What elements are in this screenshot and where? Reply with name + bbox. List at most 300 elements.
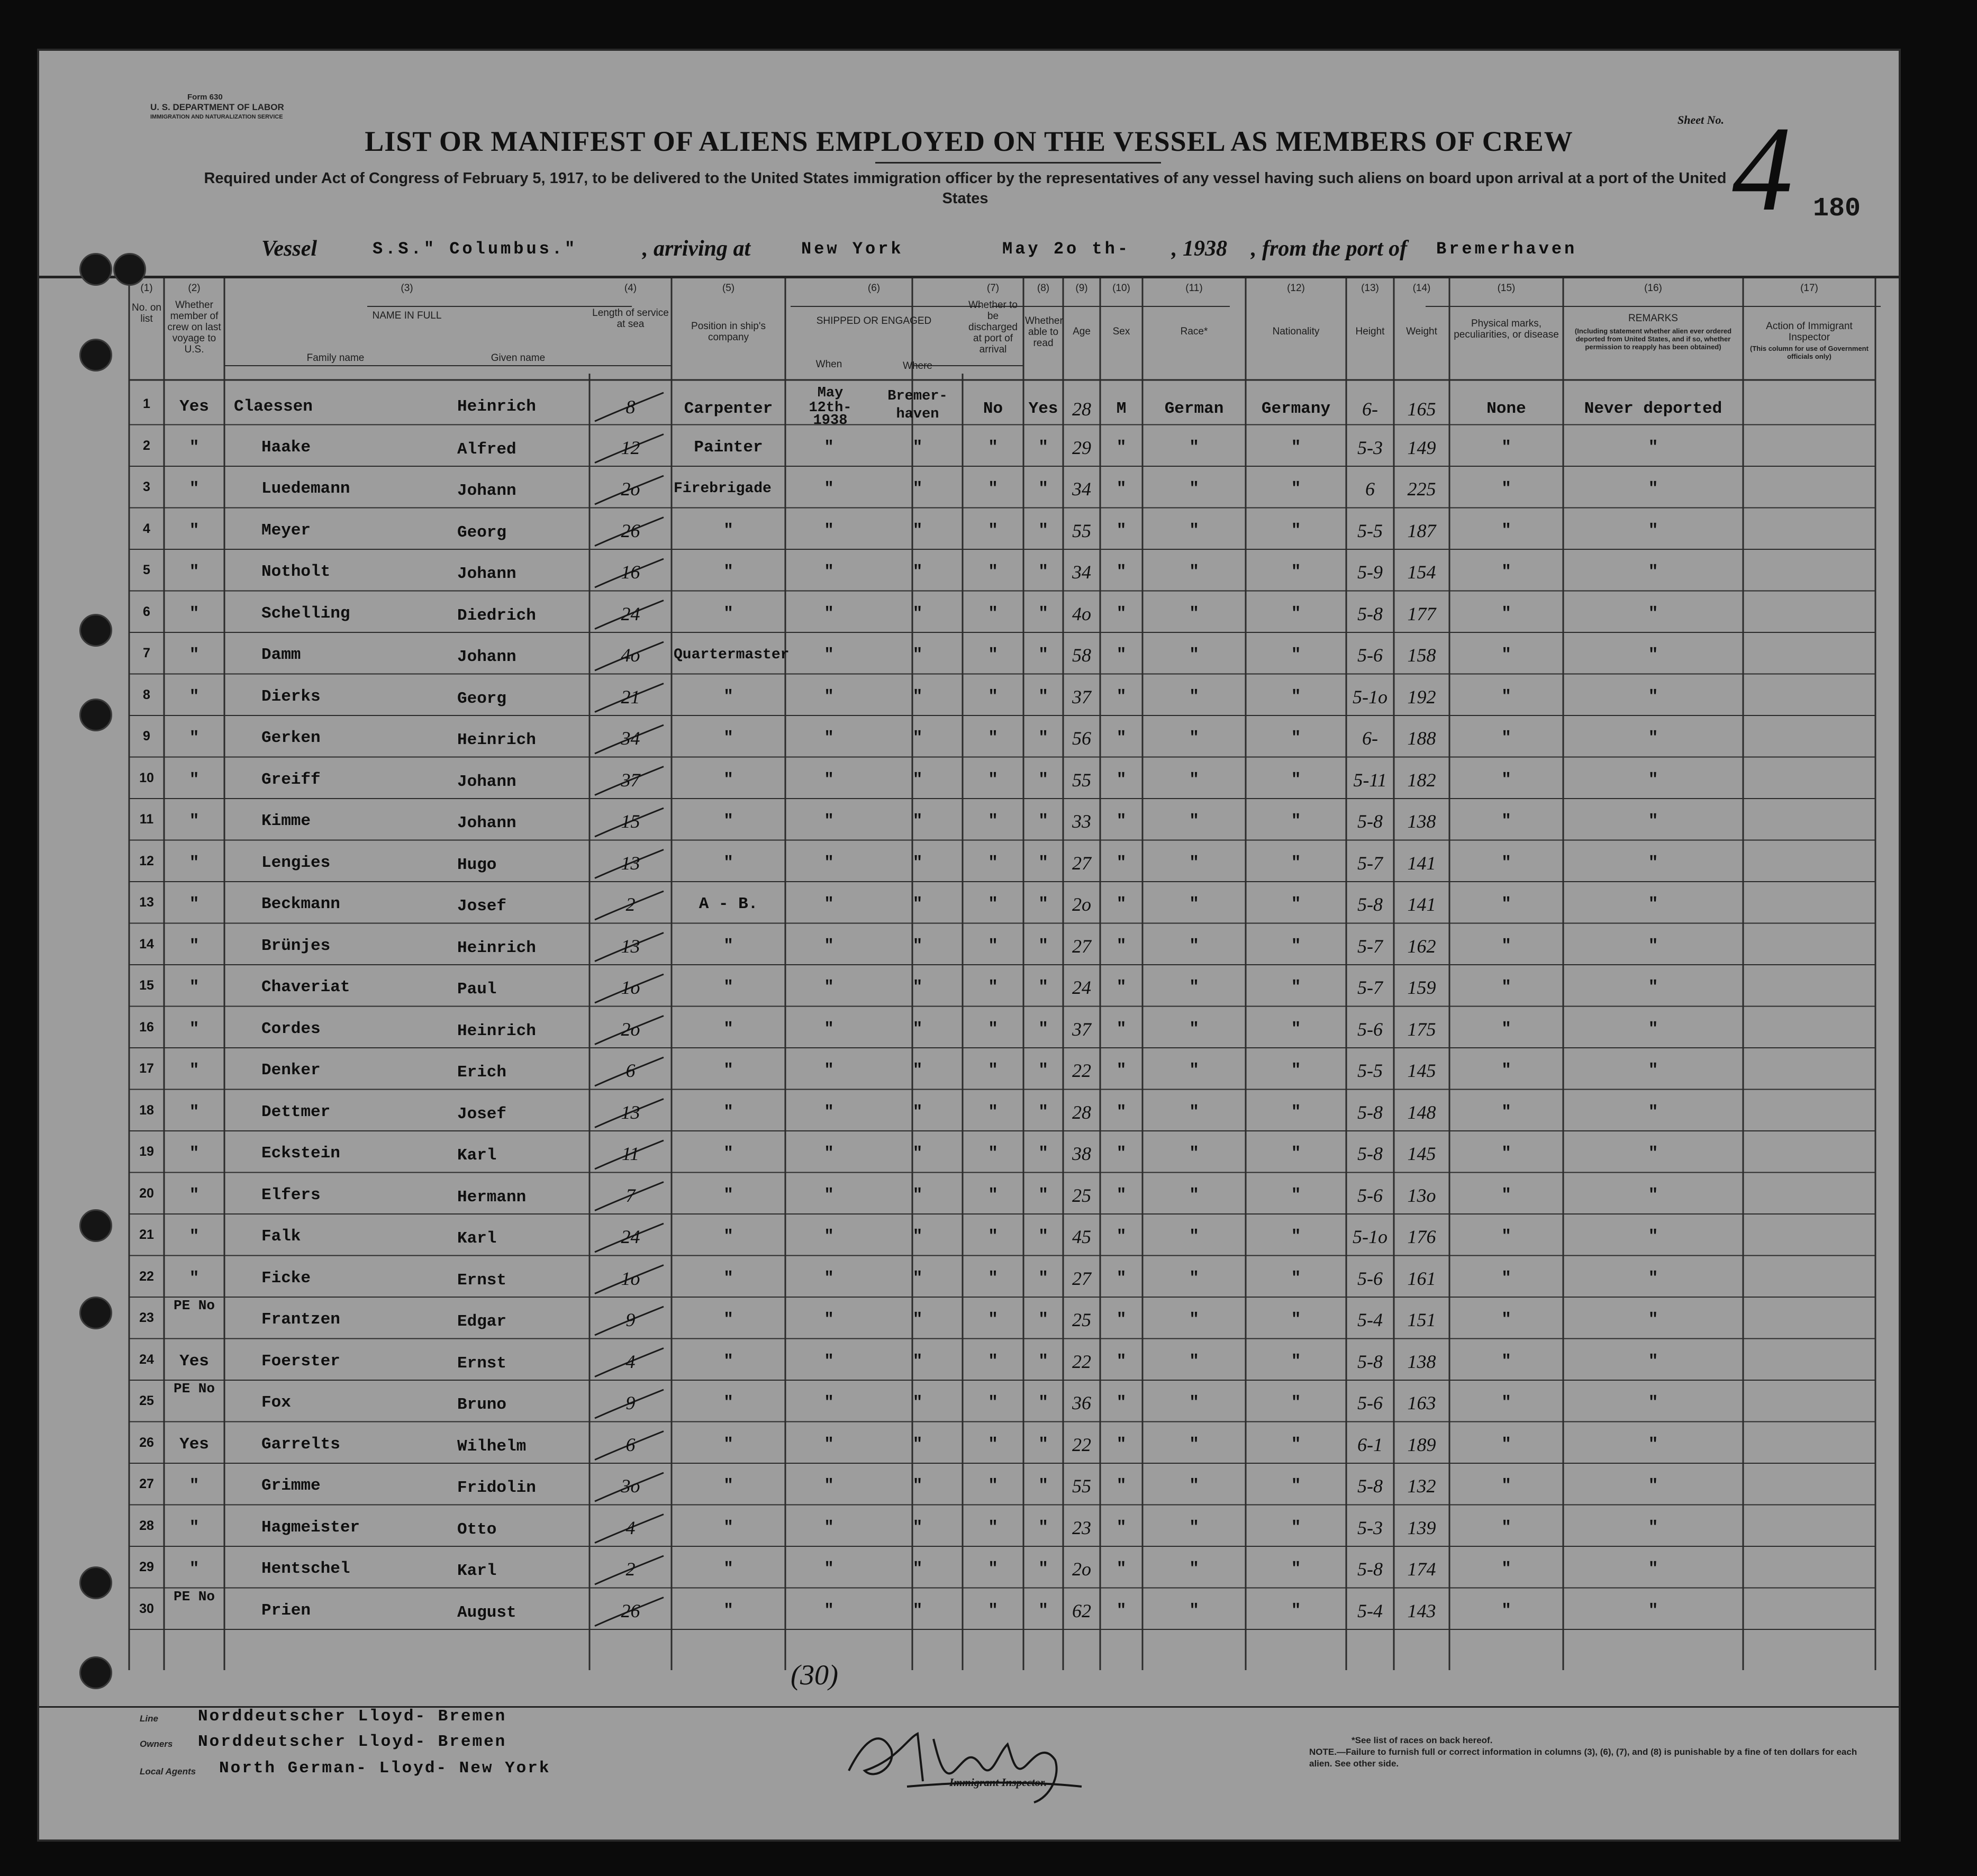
- remarks: ": [1648, 936, 1658, 955]
- shipped-when: ": [824, 1476, 834, 1495]
- discharged: ": [988, 936, 998, 955]
- race: ": [1189, 812, 1199, 830]
- race: ": [1189, 1435, 1199, 1454]
- height: 5-1o: [1353, 686, 1387, 708]
- able-to-read: ": [1038, 1393, 1048, 1412]
- department-line: U. S. DEPARTMENT OF LABOR: [150, 102, 284, 112]
- able-to-read: ": [1038, 1019, 1048, 1038]
- race: ": [1189, 895, 1199, 913]
- sex: ": [1116, 1435, 1127, 1454]
- shipped-where: ": [912, 1268, 923, 1288]
- shipped-where: ": [912, 936, 923, 955]
- local-agents-value: North German- Lloyd- New York: [219, 1759, 551, 1778]
- position: ": [723, 1185, 733, 1204]
- able-to-read: ": [1038, 1518, 1048, 1537]
- family-name: Garrelts: [261, 1435, 340, 1454]
- shipped-where: ": [912, 438, 923, 457]
- discharged: ": [988, 1310, 998, 1329]
- family-name: Meyer: [261, 521, 311, 540]
- position: ": [723, 1268, 733, 1288]
- races-note: *See list of races on back hereof.: [1352, 1735, 1493, 1745]
- row-number: 1: [143, 396, 150, 411]
- crew-last-voyage: ": [189, 895, 199, 913]
- shipped-when: ": [824, 729, 834, 747]
- given-name: August: [457, 1603, 516, 1622]
- given-name: Alfred: [457, 440, 516, 459]
- penalty-note: NOTE.—Failure to furnish full or correct information in columns (3), (6), (7), and (8) is punishable by a fine of ten dollars for each alien. See other side.: [1309, 1747, 1857, 1769]
- sex: ": [1116, 604, 1127, 623]
- height: 5-6: [1357, 1267, 1383, 1289]
- physical-marks: ": [1501, 1185, 1511, 1204]
- family-name: Grimme: [261, 1476, 321, 1495]
- given-name: Heinrich: [457, 397, 536, 416]
- crew-last-voyage: ": [189, 1518, 199, 1537]
- crew-last-voyage: ": [189, 1560, 199, 1578]
- age: 22: [1072, 1351, 1091, 1372]
- position: ": [723, 1560, 733, 1578]
- able-to-read: ": [1038, 1352, 1048, 1371]
- weight: 158: [1407, 645, 1436, 666]
- physical-marks: ": [1501, 1310, 1511, 1329]
- discharged: ": [988, 1144, 998, 1163]
- able-to-read: ": [1038, 521, 1048, 540]
- physical-marks: ": [1501, 1435, 1511, 1454]
- weight: 189: [1407, 1434, 1436, 1455]
- family-name: Ficke: [261, 1268, 311, 1288]
- discharged: ": [988, 895, 998, 913]
- col-race-header: Race*: [1180, 326, 1208, 337]
- shipped-when: ": [824, 853, 834, 872]
- able-to-read: ": [1038, 1435, 1048, 1454]
- age: 58: [1072, 645, 1091, 666]
- race: German: [1164, 400, 1224, 418]
- remarks: ": [1648, 1352, 1658, 1371]
- age: 2o: [1072, 1558, 1091, 1580]
- crew-last-voyage: Yes: [179, 1435, 209, 1454]
- able-to-read: ": [1038, 1102, 1048, 1121]
- sex: ": [1116, 1268, 1127, 1288]
- row-number: 8: [143, 687, 150, 702]
- sex: ": [1116, 729, 1127, 747]
- position: ": [723, 1435, 733, 1454]
- physical-marks: ": [1501, 729, 1511, 747]
- weight: 141: [1407, 852, 1436, 874]
- shipped-when: ": [824, 812, 834, 830]
- height: 5-8: [1357, 1558, 1383, 1580]
- sex: ": [1116, 770, 1127, 789]
- arrival-port: New York: [801, 239, 904, 259]
- weight: 139: [1407, 1517, 1436, 1538]
- weight: 138: [1407, 1351, 1436, 1372]
- age: 34: [1072, 478, 1091, 500]
- row-number: 20: [139, 1185, 154, 1201]
- row-number: 19: [139, 1144, 154, 1159]
- col-height-header: Height: [1355, 326, 1385, 337]
- nationality: ": [1291, 521, 1301, 540]
- nationality: ": [1291, 812, 1301, 830]
- column-number: (3): [401, 283, 413, 294]
- age: 34: [1072, 561, 1091, 583]
- nationality: ": [1291, 895, 1301, 913]
- col-read-header: Whether able to read: [1025, 315, 1063, 349]
- given-name: Erich: [457, 1063, 507, 1082]
- able-to-read: ": [1038, 978, 1048, 996]
- nationality: ": [1291, 1102, 1301, 1121]
- position: ": [723, 604, 733, 623]
- shipped-when: ": [824, 1019, 834, 1038]
- position: ": [723, 936, 733, 955]
- weight: 154: [1407, 561, 1436, 583]
- shipped-where: ": [912, 1560, 923, 1578]
- physical-marks: ": [1501, 1476, 1511, 1495]
- family-name: Greiff: [261, 770, 321, 789]
- given-name: Heinrich: [457, 731, 536, 749]
- shipped-where: ": [912, 1102, 923, 1121]
- vessel-label: Vessel: [261, 237, 317, 261]
- shipped-where: ": [912, 479, 923, 498]
- crew-last-voyage: ": [189, 604, 199, 623]
- shipped-where: ": [912, 687, 923, 706]
- position: ": [723, 1102, 733, 1121]
- discharged: ": [988, 521, 998, 540]
- family-name: Luedemann: [261, 479, 350, 498]
- age: 38: [1072, 1143, 1091, 1164]
- nationality: ": [1291, 646, 1301, 664]
- family-name: Beckmann: [261, 895, 340, 913]
- physical-marks: ": [1501, 563, 1511, 581]
- row-number: 5: [143, 563, 150, 577]
- able-to-read: ": [1038, 936, 1048, 955]
- race: ": [1189, 479, 1199, 498]
- family-name: Eckstein: [261, 1144, 340, 1163]
- physical-marks: ": [1501, 895, 1511, 913]
- nationality: ": [1291, 1144, 1301, 1163]
- physical-marks: ": [1501, 853, 1511, 872]
- position: ": [723, 1393, 733, 1412]
- shipped-where: ": [912, 1352, 923, 1371]
- weight: 145: [1407, 1060, 1436, 1081]
- crew-last-voyage: ": [189, 479, 199, 498]
- position: ": [723, 729, 733, 747]
- weight: 162: [1407, 935, 1436, 957]
- discharged: ": [988, 1560, 998, 1578]
- remarks: ": [1648, 895, 1658, 913]
- age: 29: [1072, 437, 1091, 458]
- col-crew-header: Whether member of crew on last voyage to U.S.: [167, 300, 221, 355]
- physical-marks: ": [1501, 521, 1511, 540]
- given-name: Heinrich: [457, 1021, 536, 1040]
- height: 5-9: [1357, 561, 1383, 583]
- family-name: Claessen: [234, 397, 313, 416]
- shipped-when: ": [824, 895, 834, 913]
- crew-last-voyage: ": [189, 936, 199, 955]
- able-to-read: ": [1038, 687, 1048, 706]
- binder-hole: [79, 1209, 112, 1242]
- given-name: Josef: [457, 897, 507, 916]
- sex: ": [1116, 646, 1127, 664]
- able-to-read: ": [1038, 1061, 1048, 1080]
- col-name-header: NAME IN FULL: [372, 310, 442, 321]
- row-number: 4: [143, 521, 150, 536]
- age: 27: [1072, 852, 1091, 874]
- nationality: ": [1291, 1268, 1301, 1288]
- weight: 175: [1407, 1018, 1436, 1040]
- service-years: 2o: [621, 1018, 640, 1040]
- discharged: ": [988, 1227, 998, 1246]
- col-sex-header: Sex: [1112, 326, 1130, 337]
- row-number: 11: [139, 812, 154, 827]
- weight: 192: [1407, 686, 1436, 708]
- sex: ": [1116, 1393, 1127, 1412]
- column-number: (1): [140, 283, 153, 294]
- row-number: 28: [139, 1518, 154, 1533]
- age: 55: [1072, 1475, 1091, 1497]
- height: 5-8: [1357, 1101, 1383, 1123]
- shipped-when: ": [824, 1601, 834, 1620]
- race: ": [1189, 1601, 1199, 1620]
- age: 56: [1072, 728, 1091, 749]
- discharged: ": [988, 1019, 998, 1038]
- age: 4o: [1072, 603, 1091, 624]
- row-number: 22: [139, 1268, 154, 1284]
- physical-marks: ": [1501, 1019, 1511, 1038]
- service-years: 24: [621, 1226, 640, 1247]
- discharged: ": [988, 1518, 998, 1537]
- discharged: ": [988, 479, 998, 498]
- able-to-read: ": [1038, 853, 1048, 872]
- family-name: Damm: [261, 646, 301, 664]
- age: 27: [1072, 935, 1091, 957]
- remarks: ": [1648, 729, 1658, 747]
- race: ": [1189, 1352, 1199, 1371]
- crew-last-voyage: ": [189, 812, 199, 830]
- family-name: Schelling: [261, 604, 350, 623]
- remarks: ": [1648, 646, 1658, 664]
- shipped-when: 12th-: [809, 400, 852, 416]
- race: ": [1189, 604, 1199, 623]
- nationality: ": [1291, 1560, 1301, 1578]
- column-number: (8): [1037, 283, 1050, 294]
- column-number: (5): [722, 283, 735, 294]
- given-name: Hugo: [457, 855, 497, 874]
- given-name: Fridolin: [457, 1479, 536, 1497]
- race: ": [1189, 646, 1199, 664]
- position: ": [723, 1352, 733, 1371]
- service-years: 26: [621, 520, 640, 541]
- row-number: 13: [139, 895, 154, 910]
- age: 27: [1072, 1267, 1091, 1289]
- crew-last-voyage: Yes: [179, 397, 209, 416]
- page-title: LIST OR MANIFEST OF ALIENS EMPLOYED ON THE VESSEL AS MEMBERS OF CREW: [365, 125, 1573, 157]
- sheet-number: 4: [1732, 101, 1793, 236]
- shipped-where: ": [912, 646, 923, 664]
- given-name: Josef: [457, 1104, 507, 1123]
- service-years: 21: [621, 686, 640, 708]
- shipped-when: ": [824, 978, 834, 996]
- row-number: 30: [139, 1601, 154, 1616]
- given-name: Karl: [457, 1562, 497, 1580]
- crew-last-voyage: ": [189, 1476, 199, 1495]
- family-name: Dierks: [261, 687, 321, 706]
- shipped-when: ": [824, 1560, 834, 1578]
- race: ": [1189, 438, 1199, 457]
- height: 5-7: [1357, 852, 1383, 874]
- able-to-read: ": [1038, 563, 1048, 581]
- sex: ": [1116, 1352, 1127, 1371]
- height: 5-8: [1357, 603, 1383, 624]
- remarks: ": [1648, 521, 1658, 540]
- crew-last-voyage: ": [189, 521, 199, 540]
- weight: 159: [1407, 977, 1436, 998]
- able-to-read: ": [1038, 1560, 1048, 1578]
- crew-last-voyage: PE No: [173, 1588, 215, 1605]
- column-number: (11): [1185, 283, 1203, 294]
- remarks: ": [1648, 438, 1658, 457]
- remarks: ": [1648, 812, 1658, 830]
- given-name: Karl: [457, 1229, 497, 1248]
- discharged: No: [983, 400, 1003, 418]
- service-years: 4o: [621, 645, 640, 666]
- weight: 161: [1407, 1267, 1436, 1289]
- given-name: Ernst: [457, 1271, 507, 1290]
- binder-hole: [113, 253, 146, 286]
- physical-marks: ": [1501, 646, 1511, 664]
- shipped-where: ": [912, 1435, 923, 1454]
- given-name: Hermann: [457, 1188, 527, 1207]
- discharged: ": [988, 1352, 998, 1371]
- remarks: ": [1648, 563, 1658, 581]
- row-number: 25: [139, 1393, 154, 1408]
- service-years: 24: [621, 603, 640, 624]
- sex: ": [1116, 1560, 1127, 1578]
- local-agents-label: Local Agents: [140, 1766, 196, 1777]
- nationality: ": [1291, 479, 1301, 498]
- column-number: (17): [1800, 283, 1818, 294]
- discharged: ": [988, 604, 998, 623]
- age: 62: [1072, 1600, 1091, 1621]
- nationality: ": [1291, 563, 1301, 581]
- service-line: IMMIGRATION AND NATURALIZATION SERVICE: [150, 114, 283, 120]
- nationality: ": [1291, 1352, 1301, 1371]
- height: 5-5: [1357, 1060, 1383, 1081]
- age: 22: [1072, 1434, 1091, 1455]
- physical-marks: ": [1501, 1227, 1511, 1246]
- physical-marks: ": [1501, 812, 1511, 830]
- physical-marks: ": [1501, 1560, 1511, 1578]
- able-to-read: ": [1038, 1601, 1048, 1620]
- position: Quartermaster: [674, 647, 790, 663]
- arriving-label: , arriving at: [642, 237, 751, 261]
- given-name: Heinrich: [457, 938, 536, 957]
- height: 6-: [1362, 728, 1378, 749]
- column-number: (10): [1112, 283, 1130, 294]
- race: ": [1189, 1310, 1199, 1329]
- shipped-when: ": [824, 1268, 834, 1288]
- shipped-when: ": [824, 438, 834, 457]
- age: 28: [1072, 1101, 1091, 1123]
- position: Firebrigade: [674, 481, 772, 497]
- age: 33: [1072, 811, 1091, 832]
- shipped-when: ": [824, 1435, 834, 1454]
- able-to-read: ": [1038, 729, 1048, 747]
- nationality: ": [1291, 770, 1301, 789]
- discharged: ": [988, 1268, 998, 1288]
- physical-marks: ": [1501, 1601, 1511, 1620]
- remarks: ": [1648, 1019, 1658, 1038]
- race: ": [1189, 563, 1199, 581]
- race: ": [1189, 1019, 1199, 1038]
- col-marks-header: Physical marks, peculiarities, or disease: [1454, 318, 1559, 340]
- row-number: 26: [139, 1435, 154, 1450]
- service-years: 2o: [621, 478, 640, 500]
- sheet-number-label: Sheet No.: [1677, 113, 1724, 126]
- row-number: 15: [139, 978, 154, 993]
- sex: ": [1116, 1601, 1127, 1620]
- position: ": [723, 1061, 733, 1080]
- shipped-where: ": [912, 563, 923, 581]
- remarks: ": [1648, 1435, 1658, 1454]
- family-name: Fox: [261, 1393, 291, 1412]
- given-name: Otto: [457, 1520, 497, 1539]
- row-number: 29: [139, 1560, 154, 1574]
- crew-last-voyage: ": [189, 687, 199, 706]
- age: 36: [1072, 1392, 1091, 1413]
- race: ": [1189, 1476, 1199, 1495]
- shipped-when: ": [824, 1352, 834, 1371]
- shipped-where: ": [912, 1061, 923, 1080]
- column-number: (13): [1361, 283, 1379, 294]
- position: ": [723, 1227, 733, 1246]
- physical-marks: ": [1501, 1061, 1511, 1080]
- inspector-label: Immigrant Inspector.: [949, 1776, 1047, 1789]
- sex: ": [1116, 1518, 1127, 1537]
- binder-hole: [79, 614, 112, 647]
- weight: 145: [1407, 1143, 1436, 1164]
- able-to-read: ": [1038, 479, 1048, 498]
- able-to-read: ": [1038, 438, 1048, 457]
- col-position-header: Position in ship's company: [691, 321, 766, 343]
- shipped-when: ": [824, 479, 834, 498]
- position: ": [723, 1518, 733, 1537]
- weight: 148: [1407, 1101, 1436, 1123]
- sex: ": [1116, 978, 1127, 996]
- position: ": [723, 563, 733, 581]
- service-years: 34: [621, 728, 640, 749]
- weight: 174: [1407, 1558, 1436, 1580]
- service-years: 4: [625, 1517, 636, 1538]
- able-to-read: ": [1038, 770, 1048, 789]
- discharged: ": [988, 438, 998, 457]
- discharged: ": [988, 1061, 998, 1080]
- service-years: 2: [625, 894, 636, 915]
- service-years: 2: [625, 1558, 636, 1580]
- crew-last-voyage: ": [189, 1061, 199, 1080]
- binder-hole: [79, 1297, 112, 1329]
- shipped-when: ": [824, 1227, 834, 1246]
- family-name: Hentschel: [261, 1560, 350, 1578]
- race: ": [1189, 729, 1199, 747]
- service-years: 13: [621, 1101, 640, 1123]
- crew-last-voyage: ": [189, 563, 199, 581]
- position: ": [723, 770, 733, 789]
- remarks: ": [1648, 1393, 1658, 1412]
- height: 6-: [1362, 398, 1378, 420]
- service-years: 37: [621, 769, 640, 791]
- shipped-when: ": [824, 1185, 834, 1204]
- row-number: 14: [139, 936, 154, 951]
- weight: 165: [1407, 398, 1436, 420]
- binder-hole: [79, 1656, 112, 1689]
